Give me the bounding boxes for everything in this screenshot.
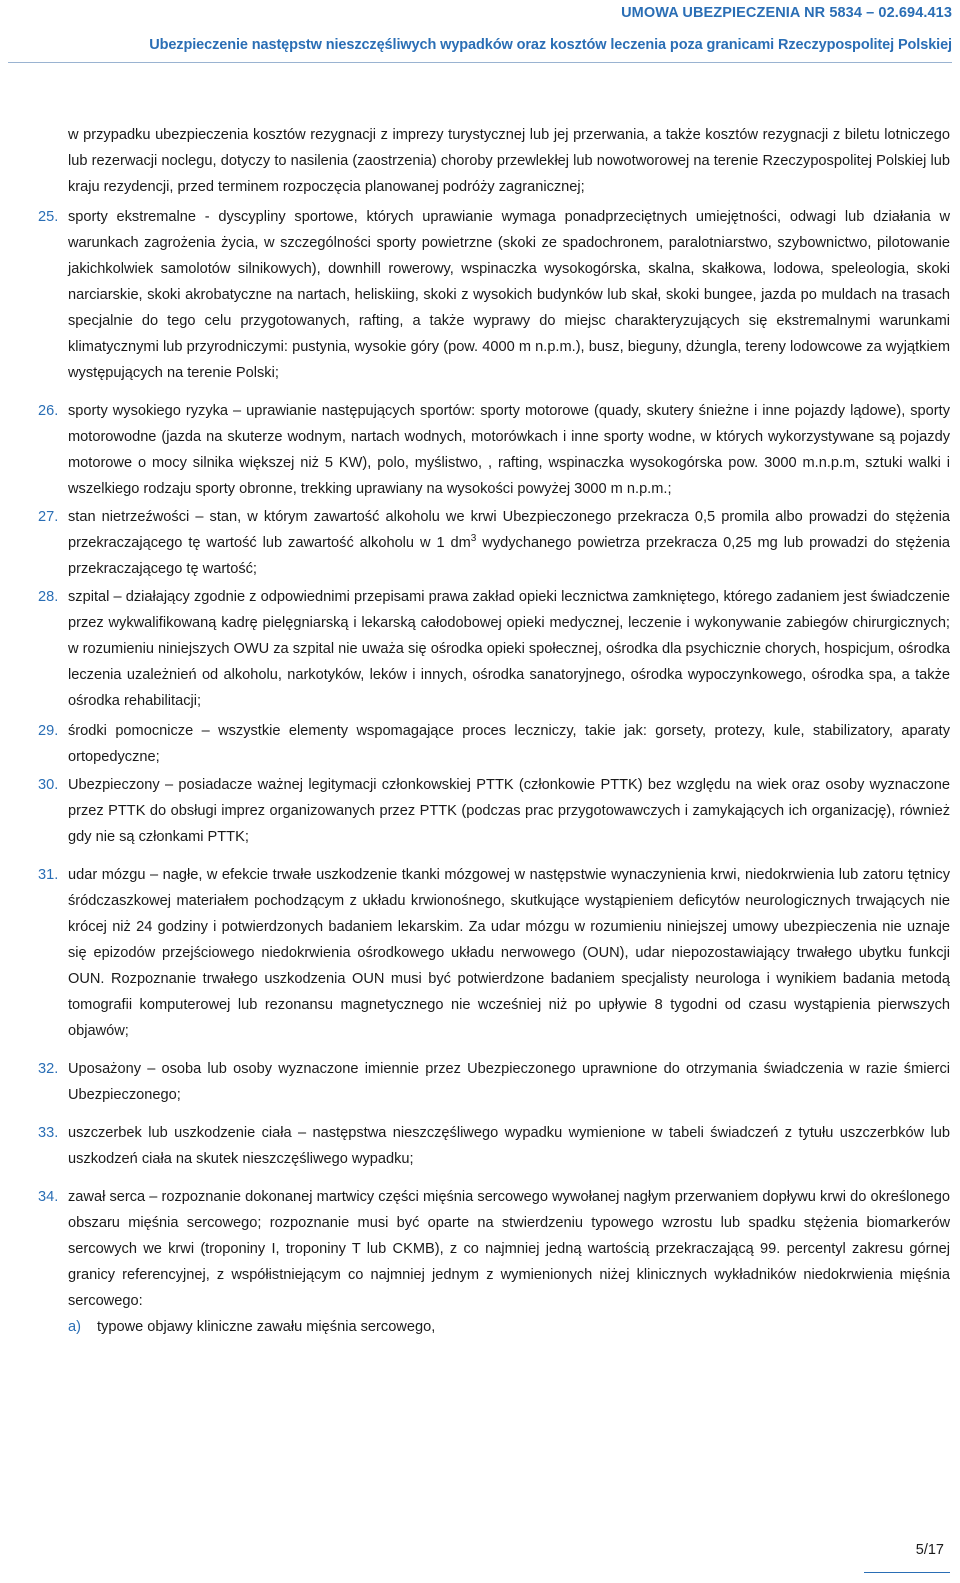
subitem-a [25, 1314, 950, 1340]
definition-item-33 [25, 1120, 950, 1172]
item-text: zawał serca – rozpoznanie dokonanej martwicy części mięśnia sercowego wywołanej nagłym przerwaniem dopływu krwi do określonego obszaru mięśnia sercowego; rozpoznanie musi być oparte na stwierdzeniu typowego wzrostu lub spadku stężenia biomarkerów sercowych we krwi (troponiny I, troponiny T lub CKMB), z co najmniej jedną wartością przekraczającą 99. percentyl zakresu górnej granicy referencyjnej, z współistniejącym co najmniej jednym z wymienionych niżej klinicznych wykładników niedokrwienia mięśnia sercowego: [68, 1189, 950, 1309]
definition-item-26 [25, 398, 950, 502]
definition-item-28 [25, 584, 950, 714]
item-number: 27. [38, 509, 59, 525]
insurance-subtitle: Ubezpieczenie następstw nieszczęśliwych wypadków oraz kosztów leczenia poza granicami Rzeczypospolitej Polskiej [149, 37, 952, 53]
item-text: uszczerbek lub uszkodzenie ciała – następstwa nieszczęśliwego wypadku wymienione w tabeli świadczeń z tytułu uszczerbków lub uszkodzeń ciała na skutek nieszczęśliwego wypadku; [68, 1125, 950, 1167]
subitem-label: a) [68, 1319, 81, 1335]
page-header [0, 0, 960, 64]
footer-rule [864, 1572, 950, 1573]
item-number: 26. [38, 403, 59, 419]
item-number: 30. [38, 777, 59, 793]
item-text: Ubezpieczony – posiadacze ważnej legitymacji członkowskiej PTTK (członkowie PTTK) bez względu na wiek oraz osoby wyznaczone przez PTTK do obsługi imprez organizowanych przez PTTK (podczas prac przygotowawczych i zamykających ich organizację), również gdy nie są członkami PTTK; [68, 777, 950, 845]
page-number: 5/17 [915, 1542, 944, 1558]
item-text: Uposażony – osoba lub osoby wyznaczone imiennie przez Ubezpieczonego uprawnione do otrzymania świadczenia w razie śmierci Ubezpieczonego; [68, 1061, 950, 1103]
item-number: 34. [38, 1189, 59, 1205]
page-footer [864, 1535, 950, 1579]
item-text-after: wydychanego powietrza przekracza 0,25 mg lub prowadzi do stężenia przekraczającego tę wartość; [68, 535, 950, 577]
item-number: 32. [38, 1061, 59, 1077]
definition-item-29 [25, 718, 950, 770]
item-number: 31. [38, 867, 59, 883]
contract-number-title: UMOWA UBEZPIECZENIA NR 5834 – 02.694.413 [621, 5, 952, 21]
document-body [25, 122, 950, 1340]
intro-paragraph: w przypadku ubezpieczenia kosztów rezygnacji z imprezy turystycznej lub jej przerwania, a także kosztów rezygnacji z biletu lotniczego lub rezerwacji noclegu, dotyczy to nasilenia (zaostrzenia) choroby przewlekłej lub nowotworowej na terenie Rzeczypospolitej Polskiej lub kraju rezydencji, przed terminem rozpoczęcia planowanej podróży zagranicznej; [68, 127, 950, 195]
item-number: 29. [38, 723, 59, 739]
item-text: środki pomocnicze – wszystkie elementy wspomagające proces leczniczy, takie jak: gorsety, protezy, kule, stabilizatory, aparaty ortopedyczne; [68, 723, 950, 765]
definition-item-30 [25, 772, 950, 850]
item-text: udar mózgu – nagłe, w efekcie trwałe uszkodzenie tkanki mózgowej w następstwie wynaczynienia krwi, niedokrwienia lub zatoru tętnicy śródczaszkowej materiałem pochodzącym z układu krwionośnego, skutkujące wystąpieniem deficytów neurologicznych trwających nie krócej niż 24 godziny i potwierdzonych badaniem lekarskim. Za udar mózgu w rozumieniu niniejszej umowy ubezpieczenia nie uznaje się epizodów przejściowego niedokrwienia ośrodkowego układu nerwowego (OUN), udar niepozostawiający trwałego ubytku funkcji OUN. Rozpoznanie trwałego uszkodzenia OUN musi być potwierdzone badaniem specjalisty neurologa i wynikiem badania metodą tomografii komputerowej lub rezonansu magnetycznego nie wcześniej niż po upływie 8 tygodni od czasu wystąpienia pierwszych objawów; [68, 867, 950, 1039]
header-divider [8, 62, 952, 63]
item-text: szpital – działający zgodnie z odpowiednimi przepisami prawa zakład opieki lecznictwa zamkniętego, którego zadaniem jest świadczenie przez wykwalifikowaną kadrę pielęgniarską i lekarską całodobowej opieki medycznej, leczenie i wykonywanie zabiegów chirurgicznych; w rozumieniu niniejszych OWU za szpital nie uważa się ośrodka opieki społecznej, ośrodka dla psychicznie chorych, hospicjum, ośrodka leczenia uzależnień od alkoholu, narkotyków, leków i innych, ośrodka sanatoryjnego, ośrodka wypoczynkowego, ośrodka spa, a także ośrodka rehabilitacji; [68, 589, 950, 709]
subitem-text: typowe objawy kliniczne zawału mięśnia sercowego, [97, 1319, 436, 1335]
definition-item-32 [25, 1056, 950, 1108]
item-number: 33. [38, 1125, 59, 1141]
definition-item-27 [25, 504, 950, 582]
definition-item-25 [25, 204, 950, 386]
item-text-before: stan nietrzeźwości – stan, w którym zawartość alkoholu we krwi Ubezpieczonego przekracza 0,5 promila albo prowadzi do stężenia przekraczającego tę wartość lub zawartość alkoholu w 1 dm [68, 509, 950, 551]
definition-item-31 [25, 862, 950, 1044]
definition-item-34 [25, 1184, 950, 1314]
item-text: sporty ekstremalne - dyscypliny sportowe, których uprawianie wymaga ponadprzeciętnych umiejętności, odwagi lub działania w warunkach zagrożenia życia, w szczególności sporty powietrzne (skoki ze spadochronem, paralotniarstwo, szybownictwo, pilotowanie jakichkolwiek samolotów silnikowych), downhill rowerowy, wspinaczka wysokogórska, skalna, skałkowa, lodowa, speleologia, skoki narciarskie, skoki akrobatyczne na nartach, heliskiing, skoki z wysokich budynków lub skał, skoki bungee, jazda po muldach na trasach specjalnie do tego celu przygotowanych, rafting, a także wyprawy do miejsc charakteryzujących się ekstremalnymi warunkami klimatycznymi lub przyrodniczymi: pustynia, wysokie góry (pow. 4000 m n.p.m.), busz, bieguny, dżungla, tereny lodowcowe za wyjątkiem występujących na terenie Polski; [68, 209, 950, 381]
item-number: 25. [38, 209, 59, 225]
item-number: 28. [38, 589, 59, 605]
item-text: sporty wysokiego ryzyka – uprawianie następujących sportów: sporty motorowe (quady, skutery śnieżne i inne pojazdy lądowe), sporty motorowodne (jazda na skuterze wodnym, nartach wodnych, motorówkach i inne sporty wodne, w których wykorzystywane są pojazdy motorowe o mocy silnika większej niż 5 KW), polo, myślistwo, , rafting, wspinaczka wysokogórska pow. 3000 m.n.p.m, sztuki walki i wszelkiego rodzaju sporty obronne, trekking uprawiany na wysokości powyżej 3000 m n.p.m.; [68, 403, 950, 497]
superscript: 3 [470, 533, 477, 545]
